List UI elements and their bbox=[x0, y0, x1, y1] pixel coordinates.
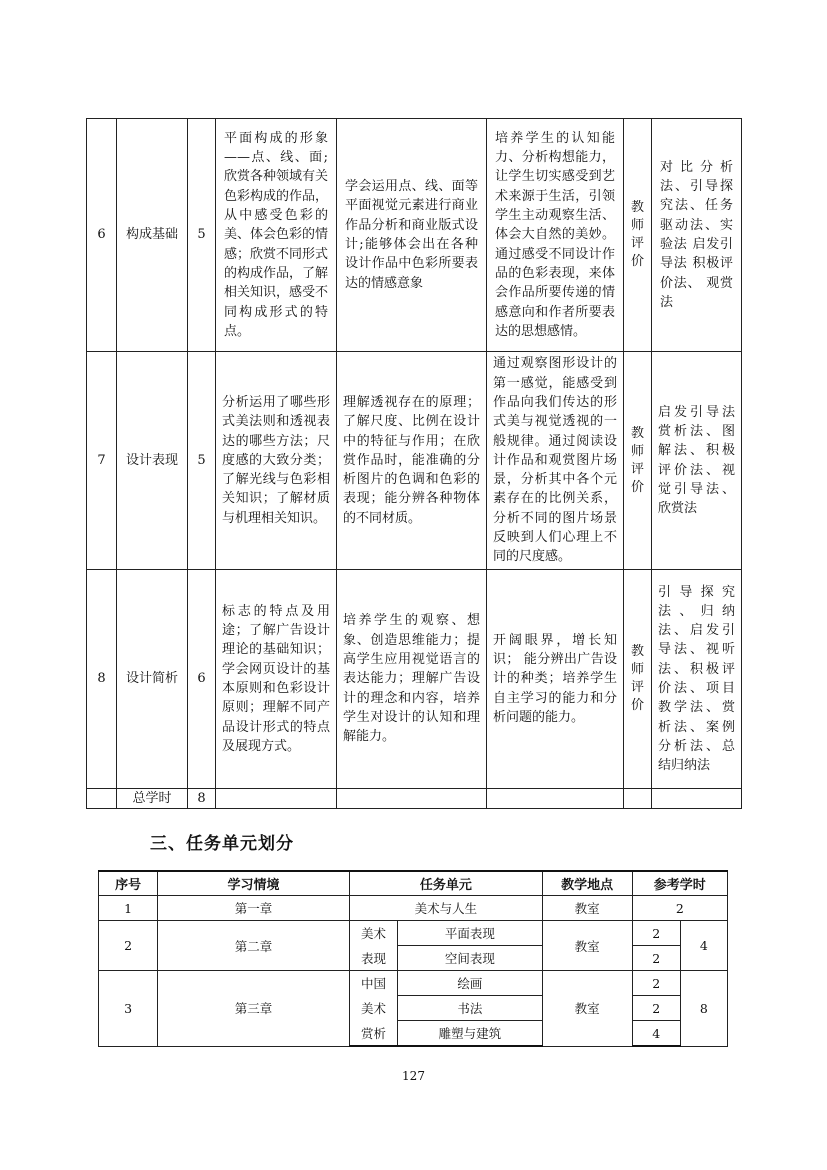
table-row bbox=[87, 570, 742, 789]
sub-unit: 雕塑与建筑 bbox=[398, 1021, 543, 1047]
teaching-place: 教室 bbox=[542, 896, 632, 921]
module-hours: 6 bbox=[188, 570, 216, 789]
module-quality: 开阔眼界，增长知识； 能分辨出广告设计的种类；培养学生自主学习的能力和分析问题的能力。 bbox=[487, 570, 624, 789]
header-no: 序号 bbox=[99, 871, 158, 896]
row-number: 3 bbox=[99, 971, 158, 1047]
row-number: 2 bbox=[99, 921, 158, 971]
table-row bbox=[99, 921, 728, 946]
module-name: 设计简析 bbox=[117, 570, 188, 789]
course-content-table bbox=[86, 118, 742, 809]
unit-group-line: 美术 bbox=[349, 921, 397, 946]
module-name: 构成基础 bbox=[117, 119, 188, 352]
module-hours: 5 bbox=[188, 352, 216, 570]
sub-hours: 2 bbox=[632, 996, 680, 1021]
teaching-place: 教室 bbox=[542, 921, 632, 971]
evaluation-method: 教师评价 bbox=[630, 425, 644, 495]
sub-unit: 书法 bbox=[398, 996, 543, 1021]
evaluation-method: 教师评价 bbox=[630, 200, 644, 269]
module-ability: 理解透视存在的原理；了解尺度、比例在设计中的特征与作用；在欣赏作品时，能准确的分析图片的色调和色彩的表现；能分辨各种物体的不同材质。 bbox=[337, 352, 487, 570]
sub-hours: 2 bbox=[632, 921, 680, 946]
total-hours: 8 bbox=[680, 971, 727, 1047]
module-ability: 学会运用点、线、面等平面视觉元素进行商业作品分析和商业版式设计;能够体会出在各种设计作品中色彩所要表达的情感意象 bbox=[337, 119, 487, 352]
teaching-methods: 引导探究法、归纳法、启发引导法、视听法、积极评价法、项目教学法、赏析法、案例分析法、总结归纳法 bbox=[652, 570, 742, 789]
table-row bbox=[99, 896, 728, 921]
page-number: 127 bbox=[402, 1069, 425, 1083]
row-number: 6 bbox=[87, 119, 117, 352]
table-row bbox=[87, 119, 742, 352]
sub-unit: 平面表现 bbox=[398, 921, 543, 946]
unit-group-line: 中国 bbox=[349, 971, 397, 996]
module-quality: 通过观察图形设计的第一感觉，能感受到作品向我们传达的形式美与视觉透视的一般规律。通过阅读设计作品和观赏图片场景，分析其中各个元素存在的比例关系，分析不同的图片场景反映到人们心理上不同的尺度感。 bbox=[487, 352, 624, 570]
chapter: 第一章 bbox=[158, 896, 350, 921]
header-unit: 任务单元 bbox=[349, 871, 542, 896]
sub-unit: 空间表现 bbox=[398, 946, 543, 971]
teaching-place: 教室 bbox=[542, 971, 632, 1047]
module-quality: 培养学生的认知能力、分析构想能力，让学生切实感受到艺术来源于生活，引领学生主动观察生活、体会大自然的美妙。通过感受不同设计作品的色彩表现，来体会作品所要传递的情感意向和作者所要表达的思想感情。 bbox=[487, 119, 624, 352]
row-number: 7 bbox=[87, 352, 117, 570]
evaluation-method: 教师评价 bbox=[630, 644, 644, 713]
module-content: 分析运用了哪些形式美法则和透视表达的哪些方法；尺度感的大致分类；了解光线与色彩相关知识；了解材质与机理相关知识。 bbox=[216, 352, 337, 570]
reference-hours: 2 bbox=[632, 896, 727, 921]
table-row bbox=[87, 352, 742, 570]
unit-group-line: 赏析 bbox=[349, 1021, 397, 1047]
module-name: 设计表现 bbox=[117, 352, 188, 570]
unit-group-line: 美术 bbox=[349, 996, 397, 1021]
sub-unit: 绘画 bbox=[398, 971, 543, 996]
sub-hours: 4 bbox=[632, 1021, 680, 1047]
header-situation: 学习情境 bbox=[158, 871, 350, 896]
chapter: 第二章 bbox=[158, 921, 350, 971]
total-hours-value: 8 bbox=[188, 789, 216, 809]
header-place: 教学地点 bbox=[542, 871, 632, 896]
row-number: 1 bbox=[99, 896, 158, 921]
table-row bbox=[99, 971, 728, 996]
task-unit-table bbox=[98, 870, 728, 1047]
teaching-methods: 对比分析法、引导探究法、任务驱动法、实验法 启发引导法 积极评价法、 观赏法 bbox=[652, 119, 742, 352]
sub-hours: 2 bbox=[632, 971, 680, 996]
unit-group-line: 表现 bbox=[349, 946, 397, 971]
module-content: 平面构成的形象——点、线、面;欣赏各种领域有关色彩构成的作品，从中感受色彩的美、体会色彩的情感；欣赏不同形式的构成作品，了解相关知识，感受不同构成形式的特点。 bbox=[216, 119, 337, 352]
section-heading: 三、任务单元划分 bbox=[150, 834, 294, 854]
sub-hours: 2 bbox=[632, 946, 680, 971]
table-header-row bbox=[99, 871, 728, 896]
chapter: 第三章 bbox=[158, 971, 350, 1047]
header-hours: 参考学时 bbox=[632, 871, 727, 896]
module-ability: 培养学生的观察、想象、创造思维能力；提高学生应用视觉语言的表达能力；理解广告设计的理念和内容，培养学生对设计的认知和理解能力。 bbox=[337, 570, 487, 789]
task-unit: 美术与人生 bbox=[349, 896, 542, 921]
module-hours: 5 bbox=[188, 119, 216, 352]
row-number: 8 bbox=[87, 570, 117, 789]
module-content: 标志的特点及用途；了解广告设计理论的基础知识；学会网页设计的基本原则和色彩设计原则；理解不同产品设计形式的特点及展现方式。 bbox=[216, 570, 337, 789]
total-row bbox=[87, 789, 742, 809]
total-hours: 4 bbox=[680, 921, 727, 971]
teaching-methods: 启发引导法 赏析法、图解法、积极评价法、视觉引导法、欣赏法 bbox=[652, 352, 742, 570]
total-hours-label: 总学时 bbox=[117, 789, 188, 809]
